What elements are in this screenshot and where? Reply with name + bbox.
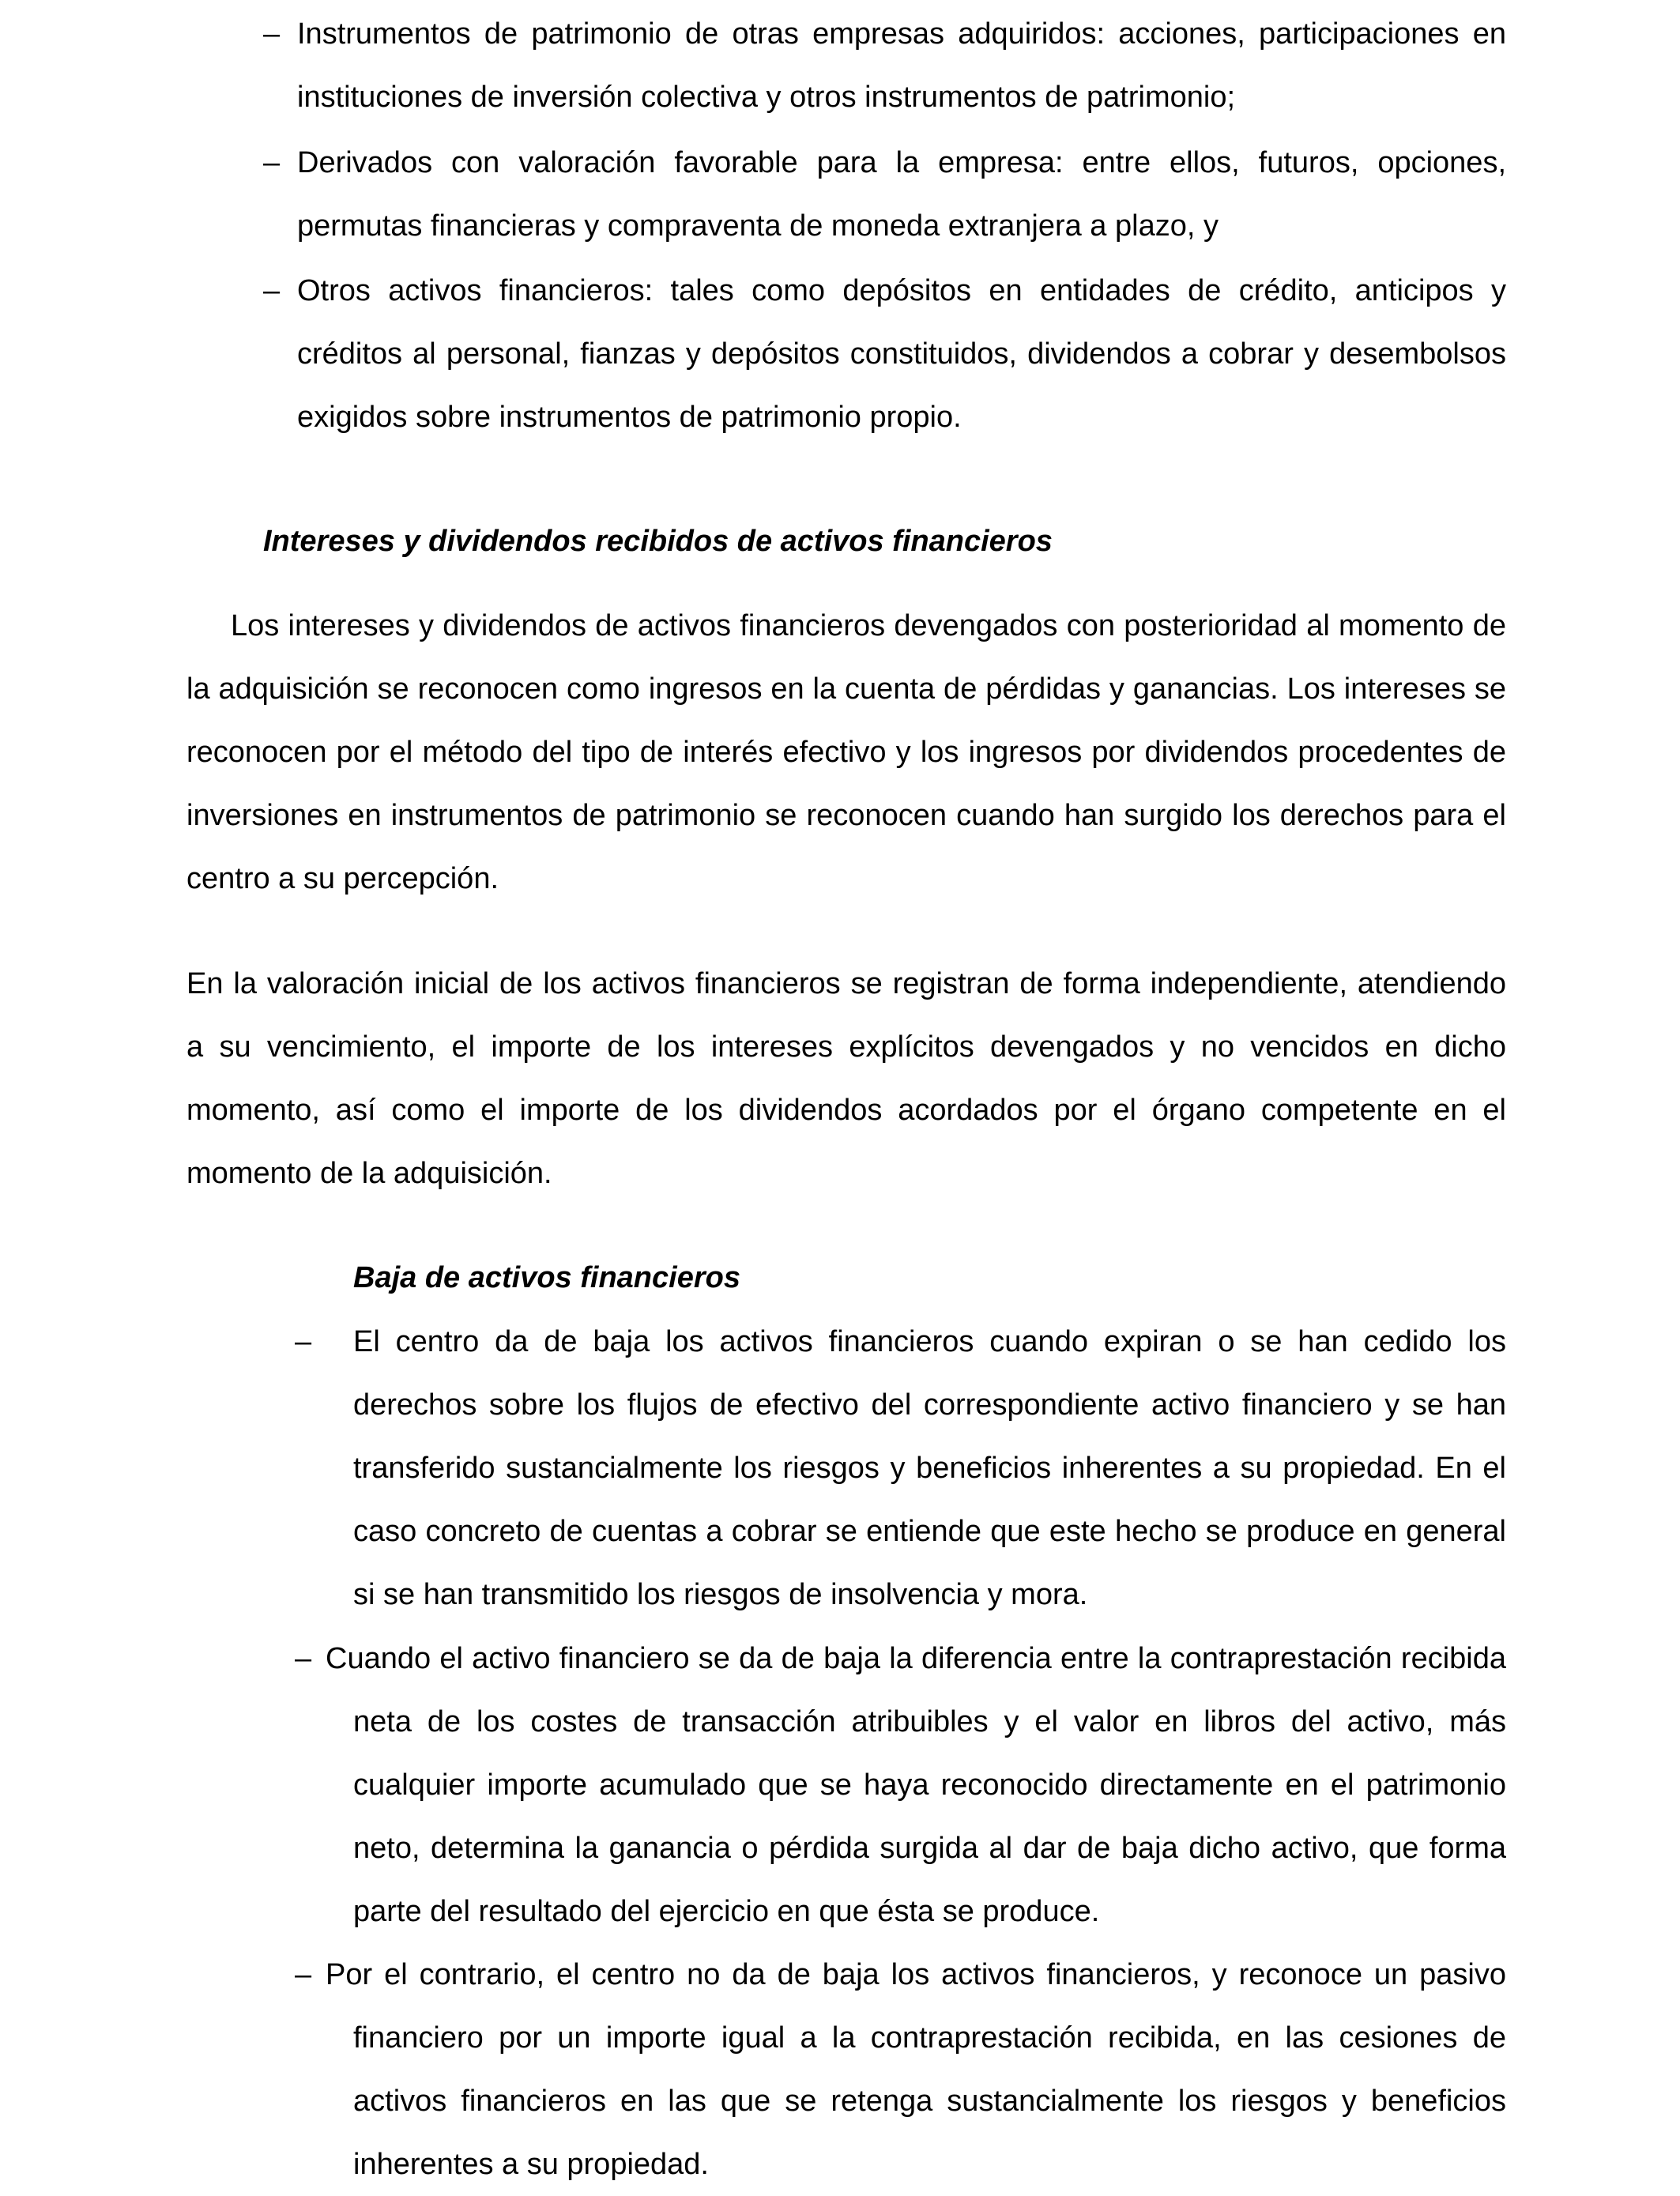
list-dash: – (295, 1325, 312, 1358)
list-item: Otros activos financieros: tales como depósitos en entidades de crédito, anticipos y créditos al personal, fianzas y depósitos constituidos, dividendos a cobrar y desembolsos exigidos sobre instrumentos de patrimonio propio. (297, 274, 1506, 434)
list-dash: – (263, 274, 281, 307)
list-dash: – (263, 17, 281, 51)
list-item (326, 1943, 1506, 2196)
paragraph: En la valoración inicial de los activos financieros se registran de forma independiente, atendiendo a su vencimiento, el importe de los intereses explícitos devengados y no vencidos en dicho momento, así como el importe de los dividendos acordados por el órgano competente en el momento de la adquisición. (186, 967, 1506, 1190)
paragraph: Los intereses y dividendos de activos financieros devengados con posterioridad al momento de la adquisición se reconocen como ingresos en la cuenta de pérdidas y ganancias. Los intereses se reconocen por el método del tipo de interés efectivo y los ingresos por dividendos procedentes de inversiones en instrumentos de patrimonio se reconocen cuando han surgido los derechos para el centro a su percepción. (186, 609, 1506, 895)
list-item-text: Por el contrario, el centro no da de baja los activos financieros, y reconoce un pasivo financiero por un importe igual a la contraprestación recibida, en las cesiones de activos financieros en las que se retenga sustancialmente los riesgos y beneficios inherentes a su propiedad. (326, 1958, 1506, 2181)
list-item-text: Cuando el activo financiero se da de baja la diferencia entre la contraprestación recibida neta de los costes de transacción atribuibles y el valor en libros del activo, más cualquier importe acumulado que se haya reconocido directamente en el patrimonio neto, determina la ganancia o pérdida surgida al dar de baja dicho activo, que forma parte del resultado del ejercicio en que ésta se produce. (326, 1642, 1506, 1928)
list-item: Instrumentos de patrimonio de otras empresas adquiridos: acciones, participaciones en instituciones de inversión colectiva y otros instrumentos de patrimonio; (297, 17, 1506, 114)
list-item: Derivados con valoración favorable para la empresa: entre ellos, futuros, opciones, permutas financieras y compraventa de moneda extranjera a plazo, y (297, 146, 1506, 243)
list-item (326, 1627, 1506, 1943)
section-heading: Intereses y dividendos recibidos de activos financieros (263, 525, 1053, 558)
list-item: El centro da de baja los activos financieros cuando expiran o se han cedido los derechos sobre los flujos de efectivo del correspondiente activo financiero y se han transferido sustancialmente los riesgos y beneficios inherentes a su propiedad. En el caso concreto de cuentas a cobrar se entiende que este hecho se produce en general si se han transmitido los riesgos de insolvencia y mora. (353, 1325, 1506, 1611)
section-heading: Baja de activos financieros (353, 1261, 740, 1294)
list-dash: – (295, 1958, 312, 1991)
list-dash: – (295, 1642, 312, 1675)
list-dash: – (263, 146, 281, 179)
